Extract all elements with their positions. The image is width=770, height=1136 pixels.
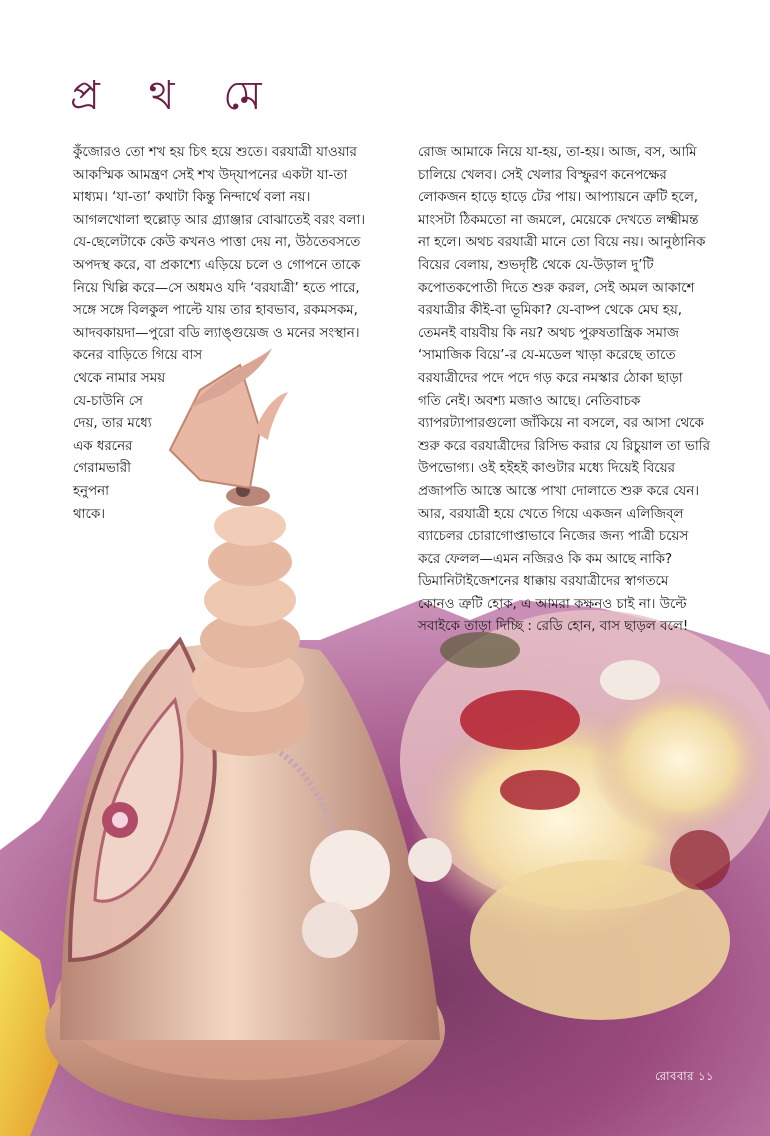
text-line: থাকে। bbox=[73, 506, 106, 522]
text-line: এক ধরনের bbox=[73, 438, 133, 454]
text-line: মাধ্যম। ‘যা-তা’ কথাটা কিন্তু নিন্দার্থে বলা নয়। bbox=[73, 190, 311, 206]
text-line: যে-চাউনি সে bbox=[73, 393, 143, 409]
text-line: গেরামভারী bbox=[73, 461, 131, 477]
text-line: চালিয়ে খেলব। সেই খেলার বিস্ফুরণ কনেপক্ষের bbox=[418, 167, 667, 183]
text-line: হনুপনা bbox=[73, 483, 109, 499]
text-line: কনের বাড়িতে গিয়ে বাস bbox=[73, 348, 203, 364]
text-line: যে-ছেলেটাকে কেউ কখনও পাত্তা দেয় না, উঠতেবসতে bbox=[73, 235, 361, 251]
text-line: তেমনই বায়বীয় কি নয়? অথচ পুরুষতান্ত্রিক সমাজ bbox=[418, 325, 679, 341]
page-footer: রোববার ১১ bbox=[655, 1069, 714, 1083]
text-line: থেকে নামার সময় bbox=[73, 370, 166, 386]
left-text-column bbox=[73, 142, 413, 526]
right-text-column bbox=[418, 142, 748, 639]
text-line: গতি নেই। অবশ্য মজাও আছে। নেতিবাচক bbox=[418, 393, 641, 409]
text-line: নিয়ে খিল্লি করে—সে অধমও যদি ‘বরযাত্রী’ হতে পারে, bbox=[73, 280, 360, 296]
text-line: বিয়ের বেলায়, শুভদৃষ্টি থেকে যে-উড়াল দু’টি bbox=[418, 257, 654, 273]
text-line: কপোতকপোতী দিতে শুরু করল, সেই অমল আকাশে bbox=[418, 280, 695, 296]
text-line: উপভোগ্য। ওই হইহই কাণ্ডটার মধ্যে দিয়েই বিয়ের bbox=[418, 461, 675, 477]
text-line: শুরু করে বরযাত্রীদের রিসিভ করার যে রিচুয়াল তা ভারি bbox=[418, 438, 710, 454]
text-line: আকস্মিক আমন্ত্রণ সেই শখ উদ্‌যাপনের একটা যা-তা bbox=[73, 167, 348, 183]
text-line: ব্যাচেলর চোরাগোপ্তাভাবে নিজের জন্য পাত্রী চয়েস bbox=[418, 529, 689, 545]
text-line: সঙ্গে সঙ্গে বিলকুল পাল্টে যায় তার হাবভাব, রকমসকম, bbox=[73, 303, 358, 319]
text-line: রোজ আমাকে নিয়ে যা-হয়, তা-হয়। আজ, বস, আমি bbox=[418, 145, 697, 160]
text-line: প্রজাপতি আস্তে আস্তে পাখা দোলাতে শুরু করে যেন। bbox=[418, 483, 700, 499]
page-heading: প্র থ মে bbox=[70, 73, 280, 119]
text-line: ব্যাপরট্যাপারগুলো জাঁকিয়ে না বসলে, বর আসা থেকে bbox=[418, 416, 704, 432]
text-line: দেয়, তার মধ্যে bbox=[73, 416, 152, 432]
text-line: বরযাত্রীর কীই-বা ভূমিকা? যে-বাষ্প থেকে মেঘ হয়, bbox=[418, 303, 682, 319]
text-line: করে ফেলল—এমন নজিরও কি কম আছে নাকি? bbox=[418, 551, 673, 567]
text-line: আদবকায়দা—পুরো বডি ল্যাঙ্গুয়েজ ও মনের সংস্থান। bbox=[73, 325, 360, 341]
text-line: লোকজন হাড়ে হাড়ে টের পায়। আপ্যায়নে ত্রুটি হলে, bbox=[418, 190, 699, 206]
text-line: আর, বরযাত্রী হয়ে খেতে গিয়ে একজন এলিজিব্‌ল bbox=[418, 506, 684, 522]
text-line: মাংসটা ঠিকমতো না জমলে, মেয়েকে দেখতে লক্ষ্মীমন্ত bbox=[418, 212, 699, 228]
text-line: না হলে। অথচ বরযাত্রী মানে তো বিয়ে নয়। আনুষ্ঠানিক bbox=[418, 235, 706, 251]
text-line: বরযাত্রীদের পদে পদে গড় করে নমস্কার ঠোকা ছাড়া bbox=[418, 370, 683, 386]
text-line: কোনও ত্রুটি হোক, এ আমরা কক্ষনও চাই না। উল্টে bbox=[418, 596, 687, 612]
text-line: সবাইকে তাড়া দিচ্ছি : রেডি হোন, বাস ছাড়ল বলে! bbox=[418, 619, 689, 635]
text-line: আগলখোলা হুল্লোড় আর গ্র্যাঞ্জার বোঝাতেই বরং বলা। bbox=[73, 212, 366, 228]
text-line: অপদস্থ করে, বা প্রকাশ্যে এড়িয়ে চলে ও গোপনে তাকে bbox=[73, 257, 361, 273]
text-line: ‘সামাজিক বিয়ে’-র যে-মডেল খাড়া করেছে তাতে bbox=[418, 348, 676, 364]
text-line: ডিমানিটাইজেশনের ধাক্কায় বরযাত্রীদের স্বাগতমে bbox=[418, 574, 669, 590]
text-line: কুঁজোরও তো শখ হয় চিৎ হয়ে শুতে। বরযাত্রী যাওয়ার bbox=[73, 145, 357, 160]
